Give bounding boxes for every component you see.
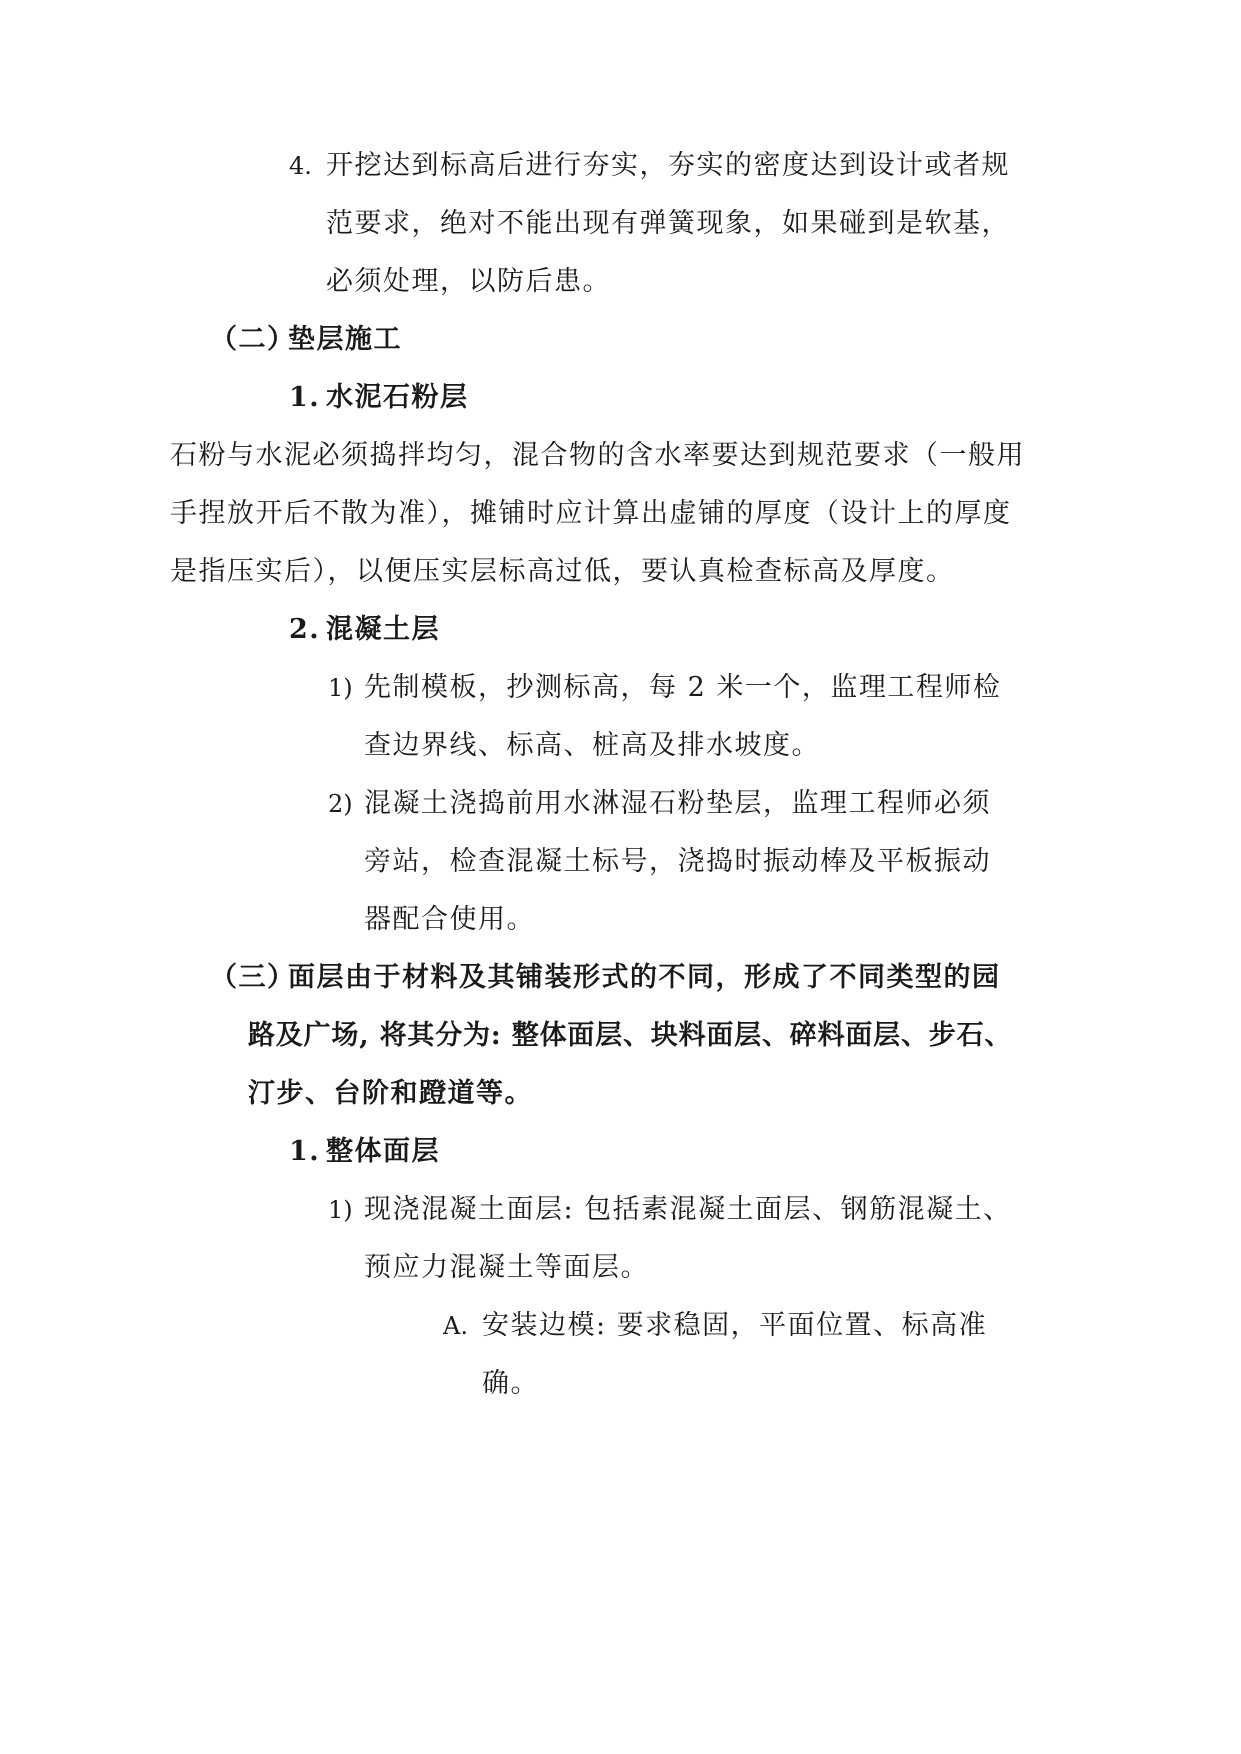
list-item-line: 旁站，检查混凝土标号，浇捣时振动棒及平板振动 [364, 846, 991, 877]
paragraph-line: 是指压实后），以便压实层标高过低，要认真检查标高及厚度。 [170, 556, 955, 587]
list-item-line: 混凝土浇捣前用水淋湿石粉垫层，监理工程师必须 [364, 788, 991, 819]
item-4-line-3: 必须处理，以防后患。 [326, 266, 611, 297]
section-3-line-2: 路及广场, 将其分为: 整体面层、块料面层、碎料面层、步石、 [248, 1020, 1013, 1051]
item-4-line-2: 范要求，绝对不能出现有弹簧现象，如果碰到是软基， [326, 208, 1010, 239]
paragraph-line: 手捏放开后不散为准），摊铺时应计算出虚铺的厚度（设计上的厚度 [170, 498, 1012, 529]
subsection-number: 1. [289, 382, 321, 413]
item-number: 4. [289, 152, 312, 180]
subsection-title: 混凝土层 [326, 614, 440, 645]
section-3-number: （三） [210, 962, 296, 993]
list-item-line: 安装边模: 要求稳固，平面位置、标高准 [482, 1310, 988, 1341]
list-item-line: 预应力混凝土等面层。 [364, 1252, 649, 1283]
list-item-number: 2) [328, 790, 353, 818]
item-4-line-1: 开挖达到标高后进行夯实，夯实的密度达到设计或者规 [326, 150, 1010, 181]
list-item-line: 查边界线、标高、桩高及排水坡度。 [364, 730, 820, 761]
list-item-line: 现浇混凝土面层: 包括素混凝土面层、钢筋混凝土、 [364, 1194, 1012, 1225]
section-3-line-3: 汀步、台阶和蹬道等。 [248, 1078, 533, 1109]
subsection-number: 2. [289, 614, 321, 645]
list-item-line: 器配合使用。 [364, 904, 535, 935]
subsection-title: 水泥石粉层 [326, 382, 469, 413]
list-item-line: 先制模板，抄测标高，每 2 米一个，监理工程师检 [364, 672, 1002, 703]
section-3-line-1: 面层由于材料及其铺装形式的不同，形成了不同类型的园 [288, 962, 1001, 993]
list-item-letter: A. [443, 1312, 468, 1340]
list-item-line: 确。 [482, 1368, 539, 1399]
section-2-title: 垫层施工 [288, 324, 402, 355]
list-item-number: 1) [328, 674, 353, 702]
list-item-number: 1) [328, 1196, 353, 1224]
subsection-number: 1. [289, 1136, 321, 1167]
paragraph-line: 石粉与水泥必须捣拌均匀，混合物的含水率要达到规范要求（一般用 [170, 440, 1025, 471]
subsection-title: 整体面层 [326, 1136, 440, 1167]
section-2-number: （二） [210, 324, 296, 355]
